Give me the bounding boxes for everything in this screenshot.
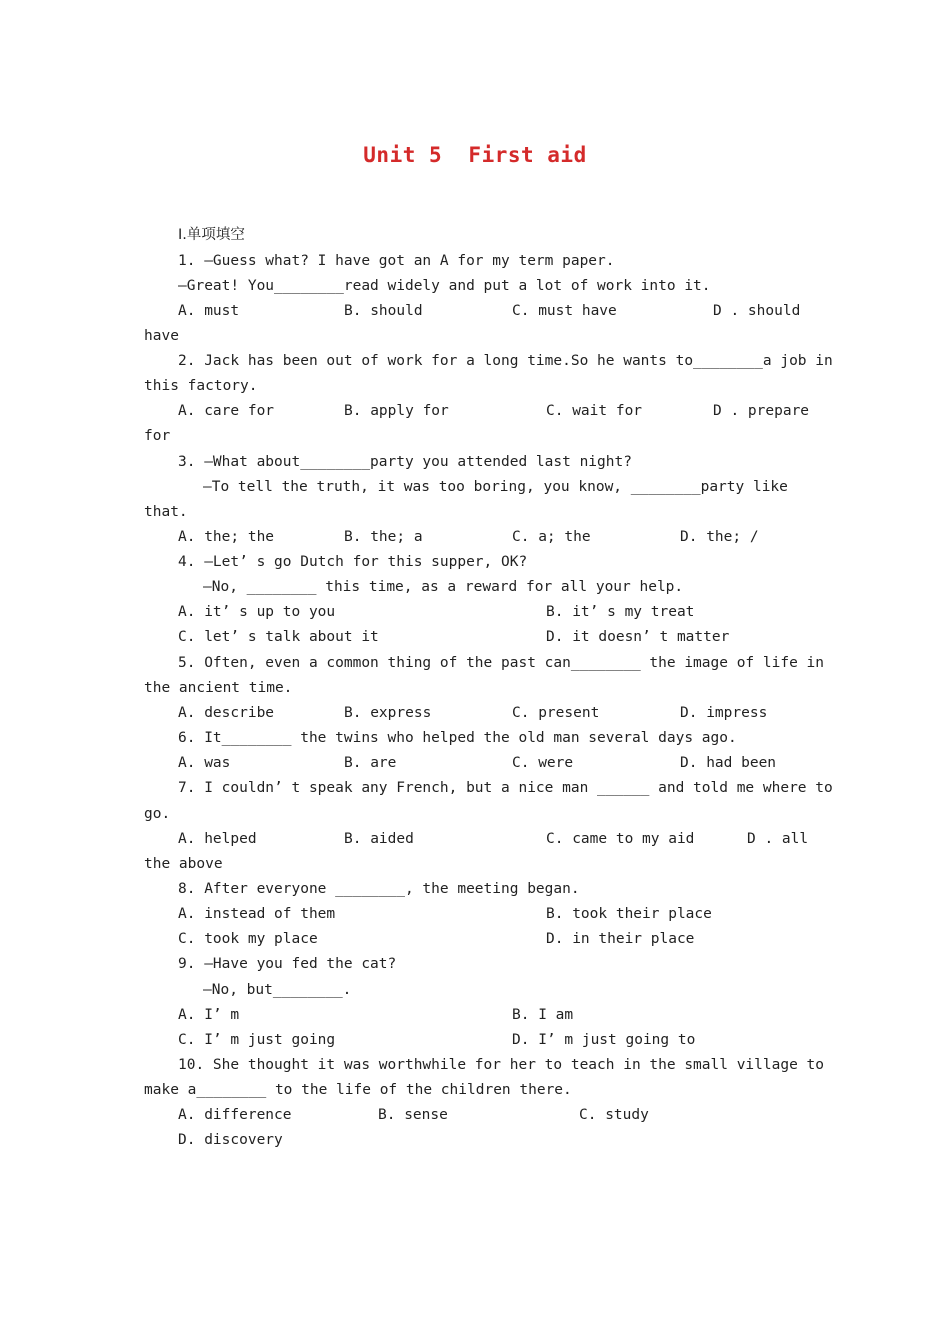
question-10-stem-cont: make a________ to the life of the children there. <box>144 1082 572 1098</box>
question-2-option-d-cont: for <box>144 428 171 444</box>
question-7-stem: 7. I couldn’ t speak any French, but a nice man ______ and told me where to <box>178 780 833 796</box>
question-6-option-a: A. was <box>178 755 231 771</box>
question-1-option-c: C. must have <box>512 303 617 319</box>
question-2-stem-cont: this factory. <box>144 378 258 394</box>
question-3-option-d: D. the; / <box>680 529 759 545</box>
question-2-stem: 2. Jack has been out of work for a long time.So he wants to________a job in <box>178 353 833 369</box>
question-6-option-b: B. are <box>344 755 397 771</box>
question-6-stem: 6. It________ the twins who helped the old man several days ago. <box>178 730 737 746</box>
question-2-option-c: C. wait for <box>546 403 643 419</box>
question-1-option-a: A. must <box>178 303 240 319</box>
question-9-option-b: B. I am <box>512 1007 574 1023</box>
question-5-option-a: A. describe <box>178 705 275 721</box>
question-3-option-b: B. the; a <box>344 529 423 545</box>
question-3-option-c: C. a; the <box>512 529 591 545</box>
question-3-stem: 3. —What about________party you attended last night? <box>178 454 632 470</box>
question-10-option-d: D. discovery <box>178 1132 283 1148</box>
question-2-option-b: B. apply for <box>344 403 449 419</box>
question-9-option-c: C. I’ m just going <box>178 1032 336 1048</box>
question-8-stem: 8. After everyone ________, the meeting began. <box>178 881 580 897</box>
question-5-option-c: C. present <box>512 705 600 721</box>
question-9-option-d: D. I’ m just going to <box>512 1032 696 1048</box>
question-8-option-b: B. took their place <box>546 906 712 922</box>
question-8-option-c: C. took my place <box>178 931 318 947</box>
question-10-option-c: C. study <box>579 1107 649 1123</box>
question-4-stem: 4. —Let’ s go Dutch for this supper, OK? <box>178 554 528 570</box>
question-4-option-c: C. let’ s talk about it <box>178 629 379 645</box>
question-1-reply: —Great! You________read widely and put a lot of work into it. <box>178 278 711 294</box>
question-2-option-a: A. care for <box>178 403 275 419</box>
question-10-option-a: A. difference <box>178 1107 292 1123</box>
page-title: Unit 5 First aid <box>363 143 587 167</box>
question-6-option-d: D. had been <box>680 755 777 771</box>
section-heading: Ⅰ.单项填空 <box>178 227 245 243</box>
question-9-reply: —No, but________. <box>203 982 352 998</box>
question-5-stem: 5. Often, even a common thing of the past can________ the image of life in <box>178 655 825 671</box>
question-7-option-b: B. aided <box>344 831 414 847</box>
question-10-stem: 10. She thought it was worthwhile for her to teach in the small village to <box>178 1057 825 1073</box>
question-4-reply: —No, ________ this time, as a reward for all your help. <box>203 579 684 595</box>
question-8-option-d: D. in their place <box>546 931 695 947</box>
question-7-option-a: A. helped <box>178 831 257 847</box>
question-8-option-a: A. instead of them <box>178 906 336 922</box>
question-5-option-b: B. express <box>344 705 432 721</box>
question-4-option-d: D. it doesn’ t matter <box>546 629 730 645</box>
question-4-option-b: B. it’ s my treat <box>546 604 695 620</box>
question-1-option-b: B. should <box>344 303 423 319</box>
question-7-stem-cont: go. <box>144 806 171 822</box>
question-6-option-c: C. were <box>512 755 574 771</box>
question-1-option-d: D . should <box>713 303 801 319</box>
question-2-option-d: D . prepare <box>713 403 810 419</box>
question-4-option-a: A. it’ s up to you <box>178 604 336 620</box>
question-10-option-b: B. sense <box>378 1107 448 1123</box>
question-9-stem: 9. —Have you fed the cat? <box>178 956 397 972</box>
question-1-option-d-cont: have <box>144 328 179 344</box>
question-7-option-c: C. came to my aid <box>546 831 695 847</box>
question-1-stem: 1. —Guess what? I have got an A for my term paper. <box>178 253 615 269</box>
question-5-stem-cont: the ancient time. <box>144 680 293 696</box>
question-7-option-d-cont: the above <box>144 856 223 872</box>
question-3-option-a: A. the; the <box>178 529 275 545</box>
question-9-option-a: A. I’ m <box>178 1007 240 1023</box>
question-3-reply: —To tell the truth, it was too boring, you know, ________party like <box>203 479 788 495</box>
question-5-option-d: D. impress <box>680 705 768 721</box>
question-3-reply-cont: that. <box>144 504 188 520</box>
question-7-option-d: D . all <box>747 831 809 847</box>
